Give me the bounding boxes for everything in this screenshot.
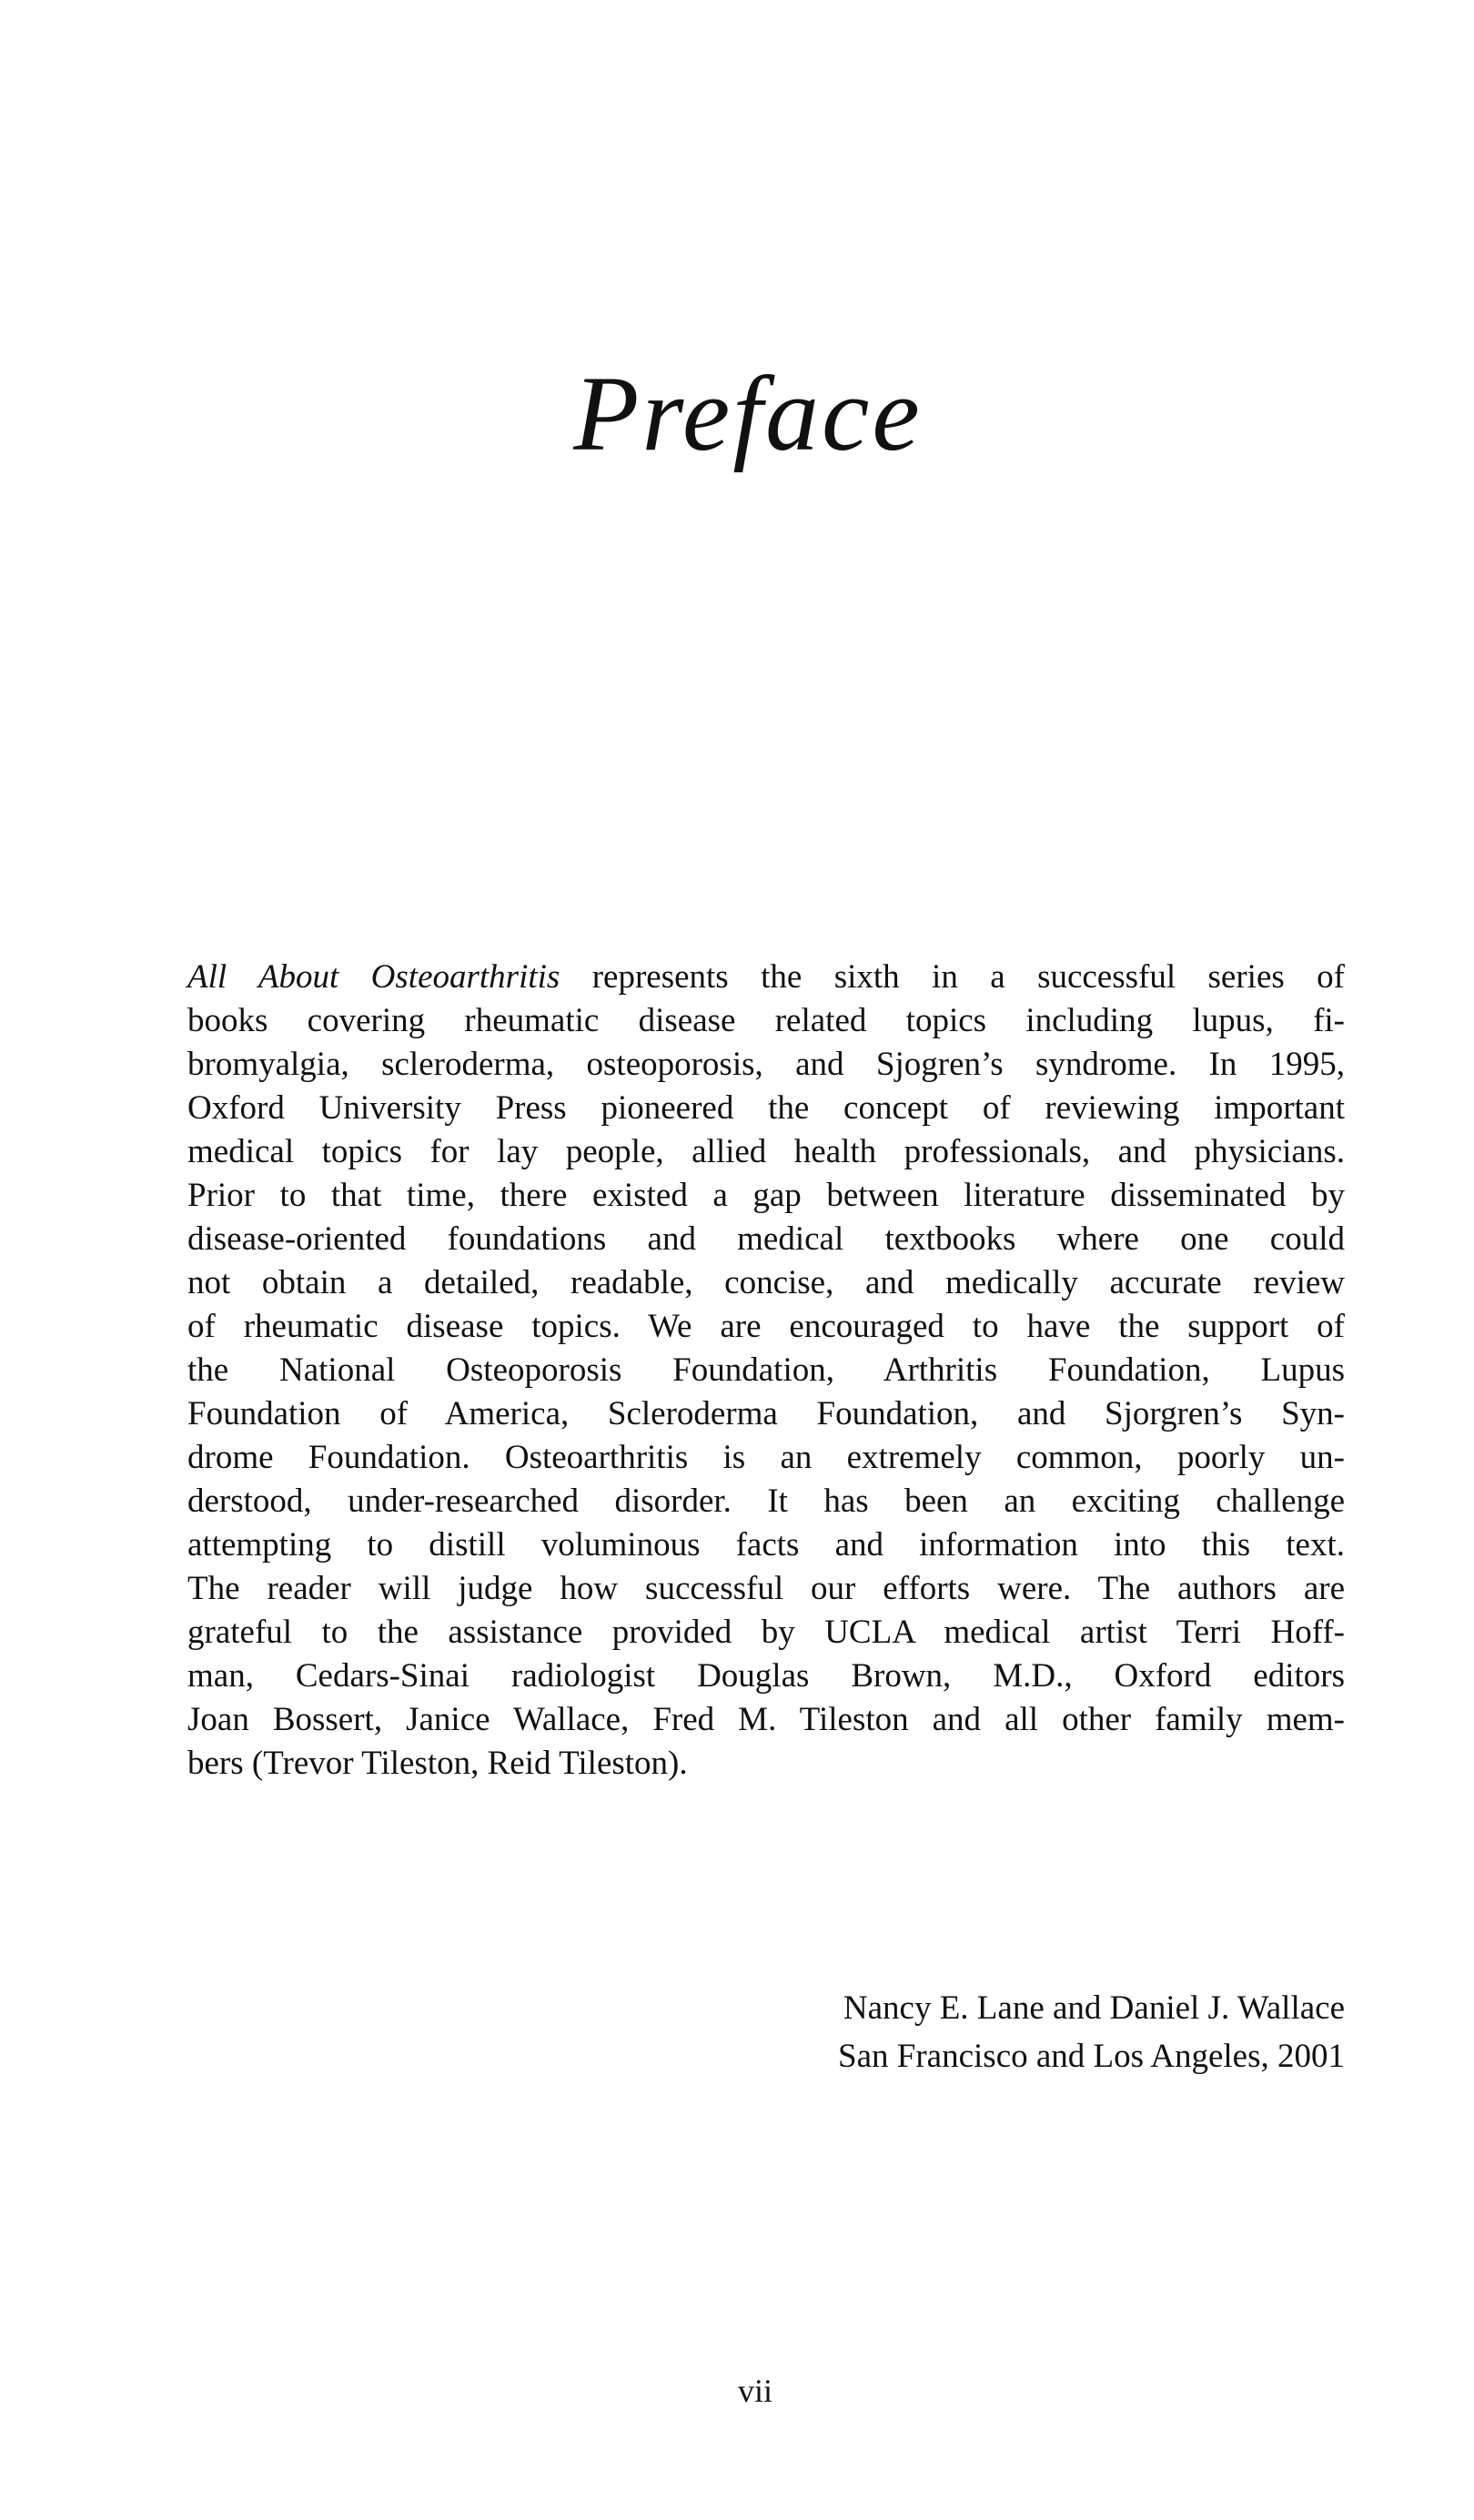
body-line: grateful to the assistance provided by UCLA medical artist Terri Hoff- bbox=[187, 1614, 1345, 1651]
body-line: medical topics for lay people, allied health professionals, and physicians. bbox=[187, 1133, 1345, 1170]
body-line: Foundation of America, Scleroderma Foundation, and Sjorgren’s Syn- bbox=[187, 1395, 1345, 1432]
body-line: Joan Bossert, Janice Wallace, Fred M. Tileston and all other family mem- bbox=[187, 1701, 1345, 1738]
body-line: drome Foundation. Osteoarthritis is an extremely common, poorly un- bbox=[187, 1439, 1345, 1476]
preface-body bbox=[187, 956, 1345, 1786]
page-number: vii bbox=[737, 2373, 772, 2409]
book-title: All About Osteoarthritis bbox=[187, 958, 560, 996]
signature-authors: Nancy E. Lane and Daniel J. Wallace bbox=[843, 1989, 1345, 2027]
body-line: disease-oriented foundations and medical textbooks where one could bbox=[187, 1220, 1345, 1258]
body-line: bers (Trevor Tileston, Reid Tileston). bbox=[187, 1745, 688, 1782]
body-line: man, Cedars-Sinai radiologist Douglas Brown, M.D., Oxford editors bbox=[187, 1657, 1345, 1695]
body-line: of rheumatic disease topics. We are encouraged to have the support of bbox=[187, 1308, 1345, 1345]
page-title: Preface bbox=[573, 354, 923, 473]
body-line: not obtain a detailed, readable, concise, and medically accurate review bbox=[187, 1264, 1345, 1301]
signature-place-date: San Francisco and Los Angeles, 2001 bbox=[838, 2038, 1345, 2075]
body-line: books covering rheumatic disease related topics including lupus, fi- bbox=[187, 1002, 1345, 1039]
body-line: attempting to distill voluminous facts and information into this text. bbox=[187, 1526, 1345, 1564]
body-line: Prior to that time, there existed a gap between literature disseminated by bbox=[187, 1177, 1345, 1214]
body-line: bromyalgia, scleroderma, osteoporosis, and Sjogren’s syndrome. In 1995, bbox=[187, 1046, 1345, 1083]
body-line: Oxford University Press pioneered the concept of reviewing important bbox=[187, 1089, 1345, 1127]
body-line-text: represents the sixth in a successful series of bbox=[560, 958, 1345, 996]
signature bbox=[733, 1984, 1345, 2080]
body-line bbox=[187, 956, 1345, 999]
body-line: the National Osteoporosis Foundation, Arthritis Foundation, Lupus bbox=[187, 1351, 1345, 1389]
body-line: derstood, under-researched disorder. It has been an exciting challenge bbox=[187, 1483, 1345, 1520]
body-line: The reader will judge how successful our efforts were. The authors are bbox=[187, 1570, 1345, 1607]
